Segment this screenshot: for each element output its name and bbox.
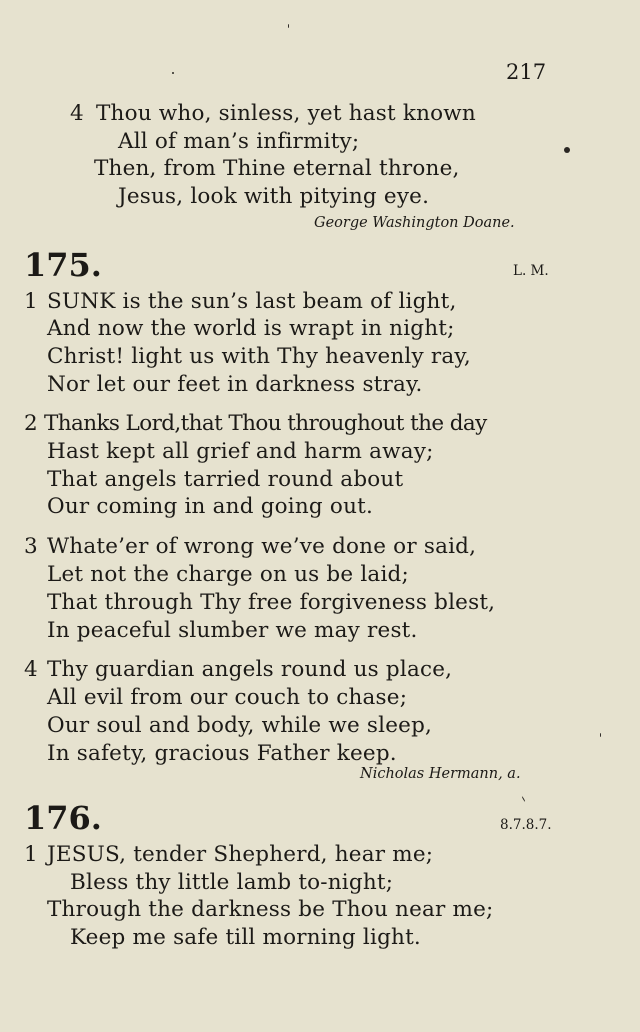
h175-v1-line-2: And now the world is wrapt in night; [47, 316, 455, 341]
prev-verse-line-4: Jesus, look with pitying eye. [118, 184, 430, 209]
h175-v1-line-1: SUNK is the sun’s last beam of light, [47, 289, 457, 314]
hymn-175-number: 175. [24, 246, 102, 284]
h175-v2-line-2: Hast kept all grief and harm away; [47, 439, 434, 464]
h175-v3-line-2: Let not the charge on us be laid; [47, 562, 409, 587]
h175-v3-line-3: That through Thy free forgiveness blest, [47, 590, 496, 615]
prev-verse-line-3: Then, from Thine eternal throne, [94, 156, 460, 181]
h175-v1-line-4: Nor let our feet in darkness stray. [47, 372, 423, 397]
h175-v2-number: 2 [24, 411, 38, 436]
prev-verse-line-2: All of man’s infirmity; [118, 129, 360, 154]
h175-v3-line-4: In peaceful slumber we may rest. [47, 618, 418, 643]
h176-v1-line-4: Keep me safe till morning light. [70, 925, 421, 950]
h176-v1-line-2: Bless thy little lamb to-night; [70, 870, 394, 895]
hymn-175-author: Nicholas Hermann, a. [360, 766, 521, 782]
h175-v3-number: 3 [24, 534, 38, 559]
h175-v4-line-3: Our soul and body, while we sleep, [47, 713, 433, 738]
ink-speck [522, 796, 526, 802]
h175-v4-line-1: Thy guardian angels round us place, [47, 657, 453, 682]
h175-v4-line-4: In safety, gracious Father keep. [47, 741, 397, 766]
ink-speck [564, 147, 570, 153]
h176-v1-line-1: JESUS, tender Shepherd, hear me; [47, 842, 434, 867]
prev-verse-number: 4 [70, 101, 84, 126]
h175-v1-line-3: Christ! light us with Thy heavenly ray, [47, 344, 471, 369]
ink-speck [288, 24, 289, 28]
hymn-175-meter: L. M. [513, 263, 549, 279]
h175-v2-line-3: That angels tarried round about [47, 467, 404, 492]
page-number: 217 [506, 60, 547, 84]
hymn-176-meter: 8.7.8.7. [500, 817, 552, 833]
h175-v2-line-1: Thanks Lord,that Thou throughout the day [44, 411, 487, 436]
ink-speck [600, 733, 601, 737]
h175-v4-line-2: All evil from our couch to chase; [47, 685, 408, 710]
h175-v1-number: 1 [24, 289, 38, 314]
ink-speck [172, 72, 174, 74]
h175-v2-line-4: Our coming in and going out. [47, 494, 373, 519]
h175-v3-line-1: Whate’er of wrong we’ve done or said, [47, 534, 477, 559]
prev-hymn-author: George Washington Doane. [314, 215, 515, 231]
hymn-176-number: 176. [24, 799, 102, 837]
h175-v4-number: 4 [24, 657, 38, 682]
prev-verse-line-1: Thou who, sinless, yet hast known [96, 101, 476, 126]
h176-v1-line-3: Through the darkness be Thou near me; [47, 897, 494, 922]
h176-v1-number: 1 [24, 842, 38, 867]
